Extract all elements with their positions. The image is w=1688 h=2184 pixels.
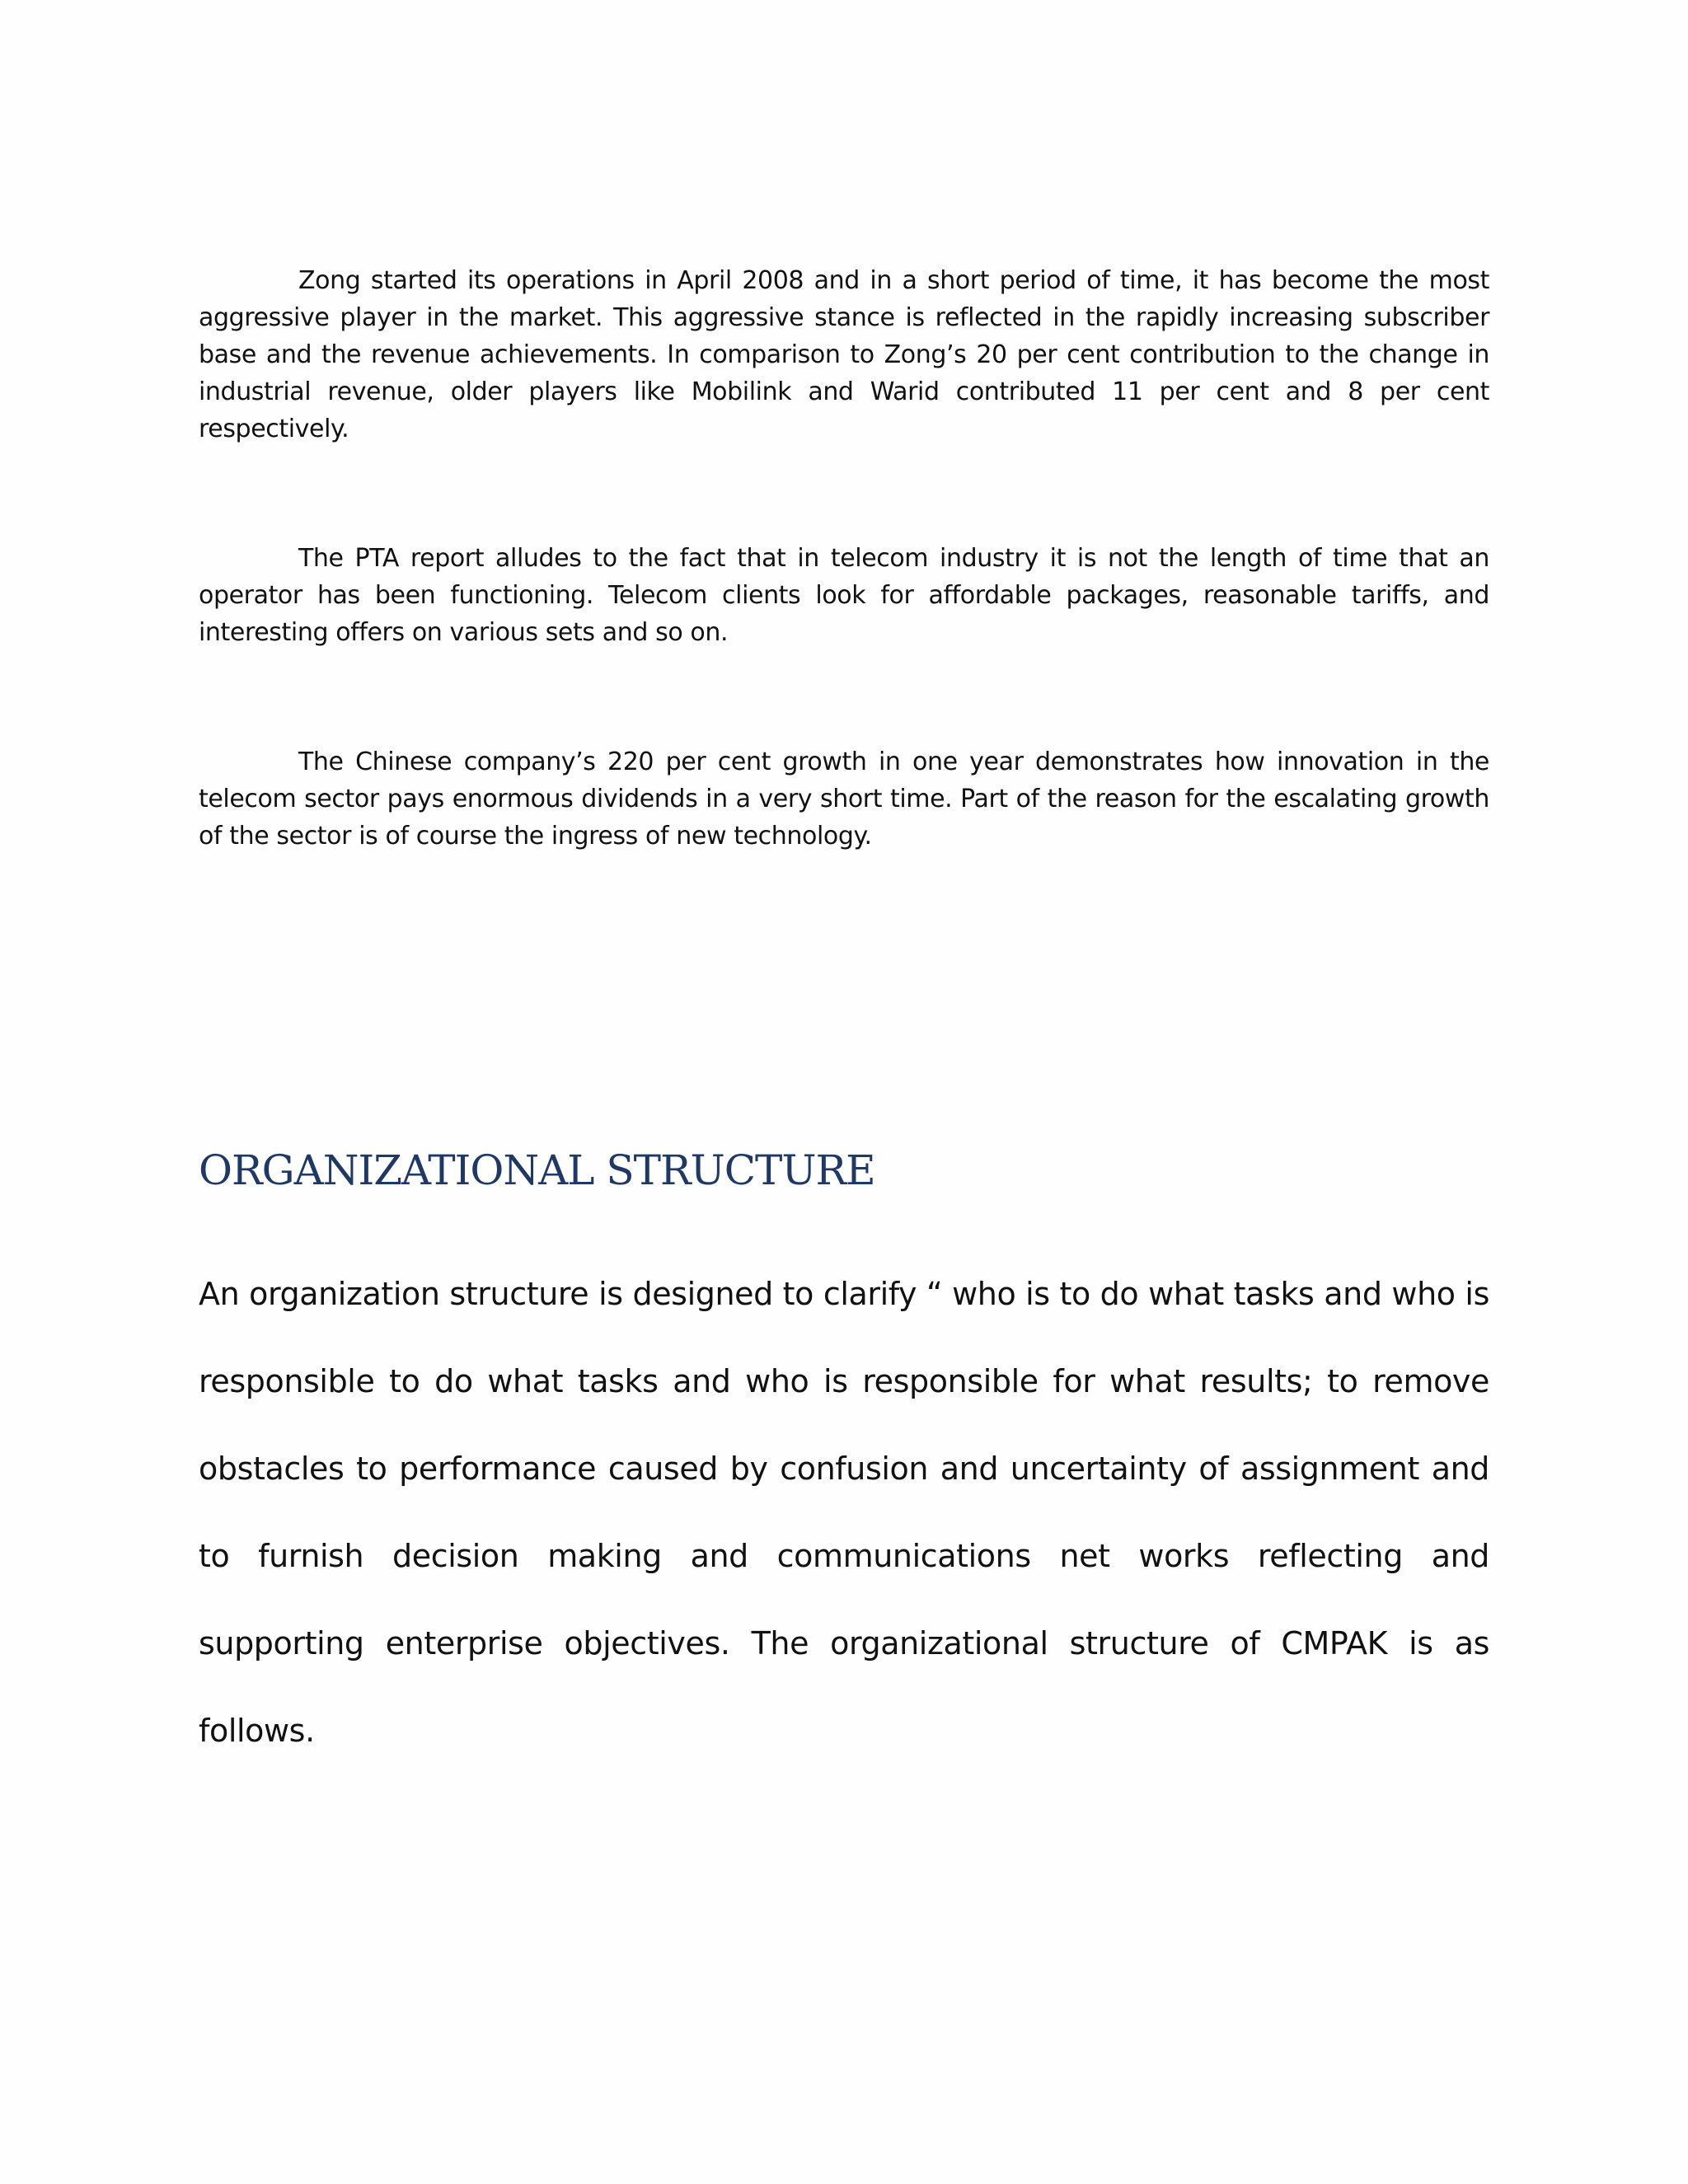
section-heading: ORGANIZATIONAL STRUCTURE <box>199 1146 875 1194</box>
paragraph-zong-operations: Zong started its operations in April 2008 and in a short period of time, it has become the most aggressive player in the market. This aggressive stance is reflected in the rapidly increasing subscriber base and the revenue achievements. In comparison to Zong’s 20 per cent contribution to the change in industrial revenue, older players like Mobilink and Warid contributed 11 per cent and 8 per cent respectively. <box>199 266 1489 443</box>
section-body: An organization structure is designed to clarify “ who is to do what tasks and who is responsible to do what tasks and who is responsible for what results; to remove obstacles to performance caused by confusion and uncertainty of assignment and to furnish decision making and communications net works reflecting and supporting enterprise objectives. The organizational structure of CMPAK is as follows. <box>199 1276 1489 1749</box>
paragraph-chinese-company-growth: The Chinese company’s 220 per cent growth in one year demonstrates how innovation in the telecom sector pays enormous dividends in a very short time. Part of the reason for the escalating growth of the sector is of course the ingress of new technology. <box>199 748 1489 851</box>
paragraph-pta-report: The PTA report alludes to the fact that in telecom industry it is not the length of time that an operator has been functioning. Telecom clients look for affordable packages, reasonable tariffs, and interesting offers on various sets and so on. <box>199 544 1489 647</box>
